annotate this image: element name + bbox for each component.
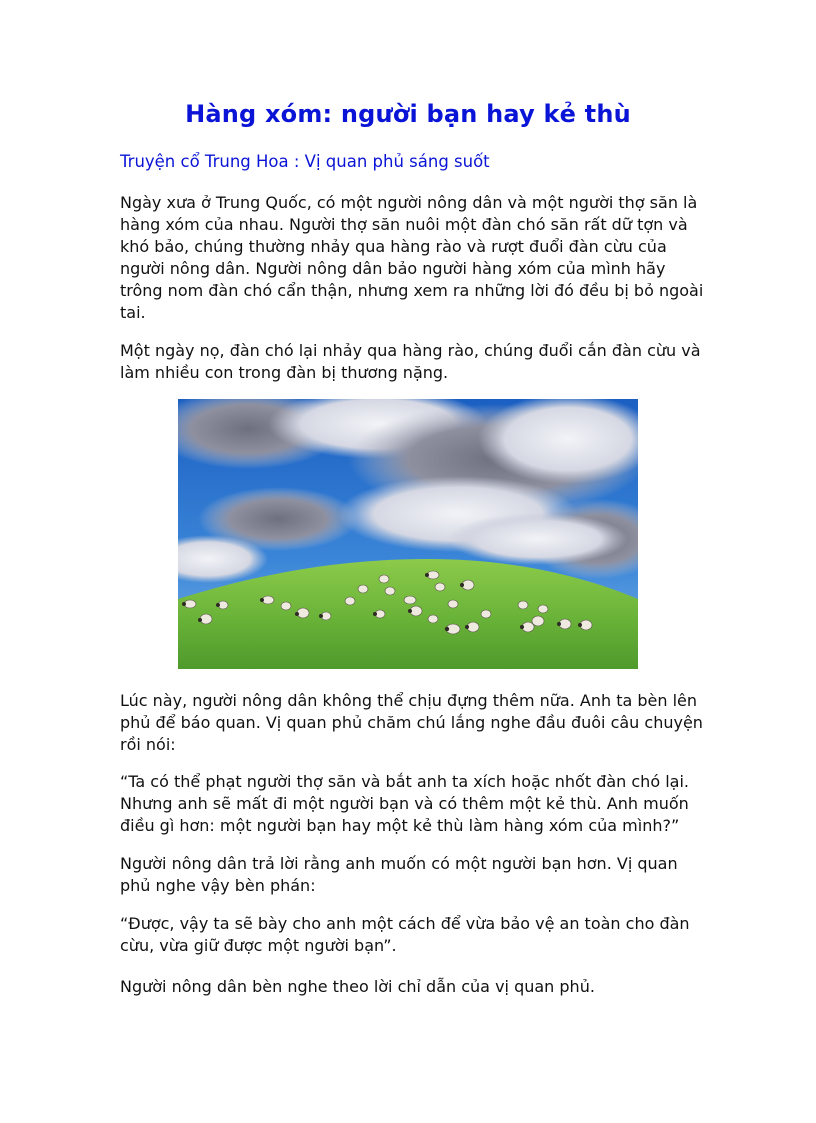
document-title: Hàng xóm: người bạn hay kẻ thù: [185, 100, 631, 128]
paragraph-7: Người nông dân bèn nghe theo lời chỉ dẫn của vị quan phủ.: [120, 977, 595, 996]
paragraph-1: Ngày xưa ở Trung Quốc, có một người nông dân và một người thợ săn là hàng xóm của nhau. Người thợ săn nuôi một đàn chó săn rất dữ tợn và khó bảo, chúng thường nhảy qua hàng rào và rượt đuổi đàn cừu của người nông dân. Người nông dân bảo người hàng xóm của mình hãy trông nom đàn chó cẩn thận, nhưng xem ra những lời đó đều bị bỏ ngoài tai.: [120, 193, 704, 322]
paragraph-4: “Ta có thể phạt người thợ săn và bắt anh ta xích hoặc nhốt đàn chó lại. Nhưng anh sẽ mất đi một người bạn và có thêm một kẻ thù. Anh muốn điều gì hơn: một người bạn hay một kẻ thù làm hàng xóm của mình?”: [120, 772, 689, 835]
paragraph-6: “Được, vậy ta sẽ bày cho anh một cách để vừa bảo vệ an toàn cho đàn cừu, vừa giữ được một người bạn”.: [120, 914, 690, 955]
paragraph-3: Lúc này, người nông dân không thể chịu đựng thêm nữa. Anh ta bèn lên phủ để báo quan. Vị quan phủ chăm chú lắng nghe đầu đuôi câu chuyện rồi nói:: [120, 691, 703, 754]
sheep-on-hill-photo: [178, 399, 638, 669]
document-subtitle: Truyện cổ Trung Hoa : Vị quan phủ sáng suốt: [120, 152, 490, 171]
paragraph-5: Người nông dân trả lời rằng anh muốn có một người bạn hơn. Vị quan phủ nghe vậy bèn phán:: [120, 854, 678, 895]
paragraph-2: Một ngày nọ, đàn chó lại nhảy qua hàng rào, chúng đuổi cắn đàn cừu và làm nhiều con trong đàn bị thương nặng.: [120, 341, 701, 382]
